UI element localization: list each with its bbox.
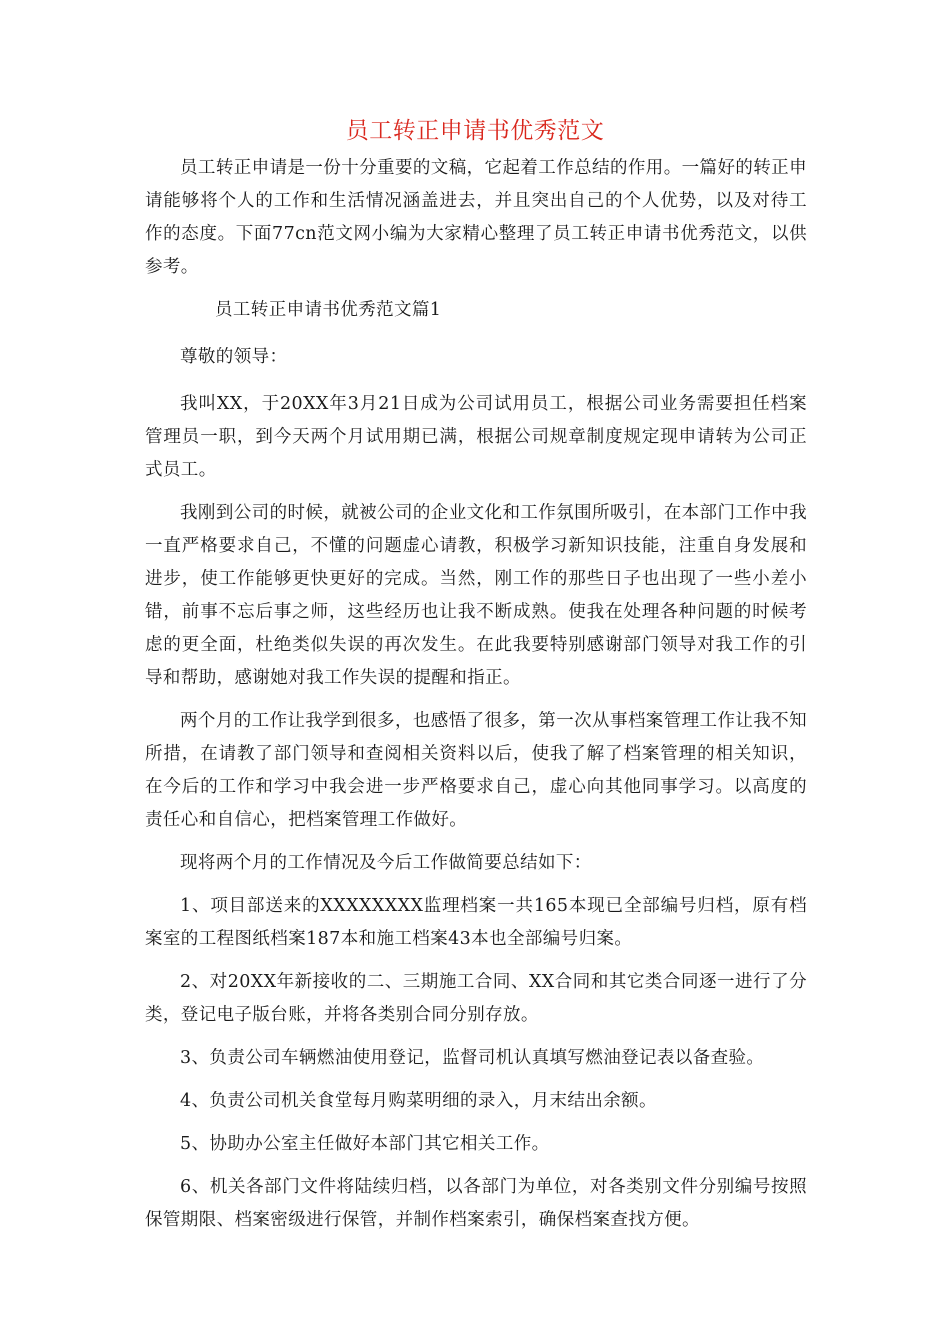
document-body xyxy=(145,152,807,1247)
intro-paragraph: 员工转正申请是一份十分重要的文稿，它起着工作总结的作用。一篇好的转正申请能够将个人的工作和生活情况涵盖进去，并且突出自己的个人优势，以及对待工作的态度。下面77cn范文网小编为大家精心整理了员工转正申请书优秀范文，以供参考。 xyxy=(145,158,807,277)
greeting: 尊敬的领导： xyxy=(180,347,288,367)
body-paragraph-2: 我刚到公司的时候，就被公司的企业文化和工作氛围所吸引，在本部门工作中我一直严格要求自己，不懂的问题虚心请教，积极学习新知识技能，注重自身发展和进步，使工作能够更快更好的完成。当然，刚工作的那些日子也出现了一些小差小错，前事不忘后事之师，这些经历也让我不断成熟。使我在处理各种问题的时候考虑的更全面，杜绝类似失误的再次发生。在此我要特别感谢部门领导对我工作的引导和帮助，感谢她对我工作失误的提醒和指正。 xyxy=(145,503,807,688)
body-paragraph-3: 两个月的工作让我学到很多，也感悟了很多，第一次从事档案管理工作让我不知所措，在请教了部门领导和查阅相关资料以后，使我了解了档案管理的相关知识，在今后的工作和学习中我会进一步严格要求自己，虚心向其他同事学习。以高度的责任心和自信心，把档案管理工作做好。 xyxy=(145,711,807,830)
list-item-2: 2、对20XX年新接收的二、三期施工合同、XX合同和其它类合同逐一进行了分类，登记电子版台账，并将各类别合同分别存放。 xyxy=(145,972,807,1025)
list-item-5: 5、协助办公室主任做好本部门其它相关工作。 xyxy=(180,1134,550,1154)
section-heading: 员工转正申请书优秀范文篇1 xyxy=(215,300,442,320)
summary-intro: 现将两个月的工作情况及今后工作做简要总结如下： xyxy=(180,853,592,873)
list-item-6: 6、机关各部门文件将陆续归档，以各部门为单位，对各类别文件分别编号按照保管期限、档案密级进行保管，并制作档案索引，确保档案查找方便。 xyxy=(145,1177,807,1230)
list-item-4: 4、负责公司机关食堂每月购菜明细的录入，月末结出余额。 xyxy=(180,1091,657,1111)
list-item-1: 1、项目部送来的XXXXXXXX监理档案一共165本现已全部编号归档，原有档案室的工程图纸档案187本和施工档案43本也全部编号归案。 xyxy=(145,896,807,949)
body-paragraph-1: 我叫XX，于20XX年3月21日成为公司试用员工，根据公司业务需要担任档案管理员一职，到今天两个月试用期已满，根据公司规章制度规定现申请转为公司正式员工。 xyxy=(145,394,807,480)
document-title: 员工转正申请书优秀范文 xyxy=(345,118,605,144)
list-item-3: 3、负责公司车辆燃油使用登记，监督司机认真填写燃油登记表以备查验。 xyxy=(180,1048,765,1068)
